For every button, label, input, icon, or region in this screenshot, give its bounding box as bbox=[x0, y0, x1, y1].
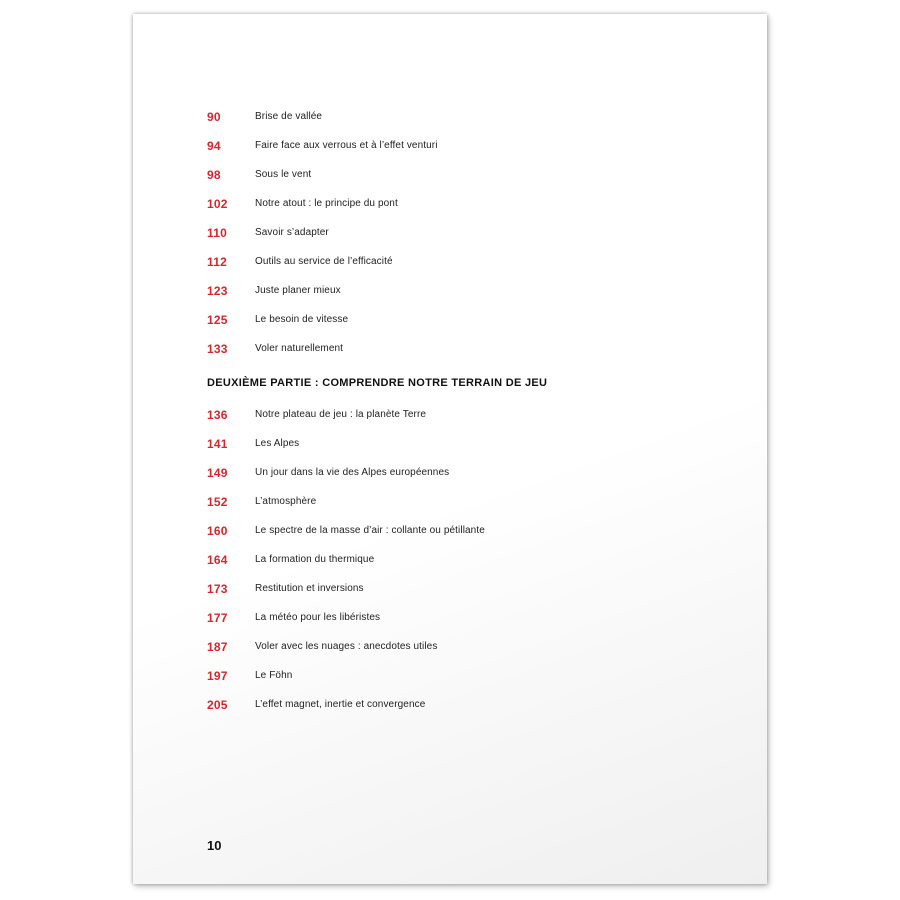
toc-title: Outils au service de l’efficacité bbox=[255, 256, 393, 267]
page-number: 10 bbox=[207, 838, 222, 853]
toc-page-number: 94 bbox=[207, 138, 221, 153]
toc-page-number: 141 bbox=[207, 436, 228, 451]
toc-entry bbox=[207, 516, 747, 545]
toc-entry bbox=[207, 160, 747, 189]
toc-title: La formation du thermique bbox=[255, 554, 375, 565]
toc-entry bbox=[207, 305, 747, 334]
toc-page-number: 177 bbox=[207, 610, 228, 625]
toc-entry bbox=[207, 429, 747, 458]
toc-entry bbox=[207, 276, 747, 305]
toc-title: Les Alpes bbox=[255, 438, 300, 449]
toc-list-part1 bbox=[207, 102, 747, 363]
toc-title: Voler naturellement bbox=[255, 343, 344, 354]
book-page bbox=[133, 14, 767, 884]
toc-entry bbox=[207, 247, 747, 276]
toc-page-number: 173 bbox=[207, 581, 228, 596]
toc-title: Brise de vallée bbox=[255, 111, 323, 122]
toc-entry bbox=[207, 102, 747, 131]
toc-title: Voler avec les nuages : anecdotes utiles bbox=[255, 641, 438, 652]
toc-title: Sous le vent bbox=[255, 169, 312, 180]
toc-title: Juste planer mieux bbox=[255, 285, 341, 296]
toc-title: Le besoin de vitesse bbox=[255, 314, 349, 325]
section-heading: DEUXIÈME PARTIE : COMPRENDRE NOTRE TERRAIN DE JEU bbox=[207, 377, 548, 389]
toc-page-number: 152 bbox=[207, 494, 228, 509]
toc-page-number: 90 bbox=[207, 109, 221, 124]
toc-entry bbox=[207, 334, 747, 363]
toc-title: Un jour dans la vie des Alpes européennes bbox=[255, 467, 450, 478]
toc-page-number: 112 bbox=[207, 254, 227, 269]
toc-entry bbox=[207, 574, 747, 603]
toc-entry bbox=[207, 603, 747, 632]
toc-entry bbox=[207, 131, 747, 160]
toc-entry bbox=[207, 189, 747, 218]
toc-page-number: 123 bbox=[207, 283, 228, 298]
toc-title: Savoir s’adapter bbox=[255, 227, 329, 238]
toc-page-number: 187 bbox=[207, 639, 228, 654]
toc-page-number: 98 bbox=[207, 167, 221, 182]
toc-title: Notre atout : le principe du pont bbox=[255, 198, 398, 209]
toc-entry bbox=[207, 690, 747, 719]
toc-page-number: 197 bbox=[207, 668, 228, 683]
toc-title: La météo pour les libéristes bbox=[255, 612, 381, 623]
toc-entry bbox=[207, 400, 747, 429]
toc-title: Restitution et inversions bbox=[255, 583, 364, 594]
toc-page-number: 133 bbox=[207, 341, 228, 356]
toc-page-number: 110 bbox=[207, 225, 227, 240]
toc-entry bbox=[207, 218, 747, 247]
toc-entry bbox=[207, 458, 747, 487]
toc-page-number: 125 bbox=[207, 312, 228, 327]
toc-title: Le Föhn bbox=[255, 670, 293, 681]
toc-title: Notre plateau de jeu : la planète Terre bbox=[255, 409, 427, 420]
toc-page-number: 102 bbox=[207, 196, 228, 211]
toc-title: Le spectre de la masse d’air : collante ou pétillante bbox=[255, 525, 485, 536]
toc-page-number: 136 bbox=[207, 407, 228, 422]
toc-page-number: 149 bbox=[207, 465, 228, 480]
toc-entry bbox=[207, 545, 747, 574]
toc-entry bbox=[207, 661, 747, 690]
toc-entry bbox=[207, 487, 747, 516]
toc-list-part2 bbox=[207, 400, 747, 719]
toc-entry bbox=[207, 632, 747, 661]
toc-title: Faire face aux verrous et à l’effet venturi bbox=[255, 140, 438, 151]
toc-page-number: 164 bbox=[207, 552, 228, 567]
toc-page-number: 205 bbox=[207, 697, 228, 712]
toc-page-number: 160 bbox=[207, 523, 228, 538]
toc-title: L’atmosphère bbox=[255, 496, 317, 507]
toc-title: L’effet magnet, inertie et convergence bbox=[255, 699, 426, 710]
